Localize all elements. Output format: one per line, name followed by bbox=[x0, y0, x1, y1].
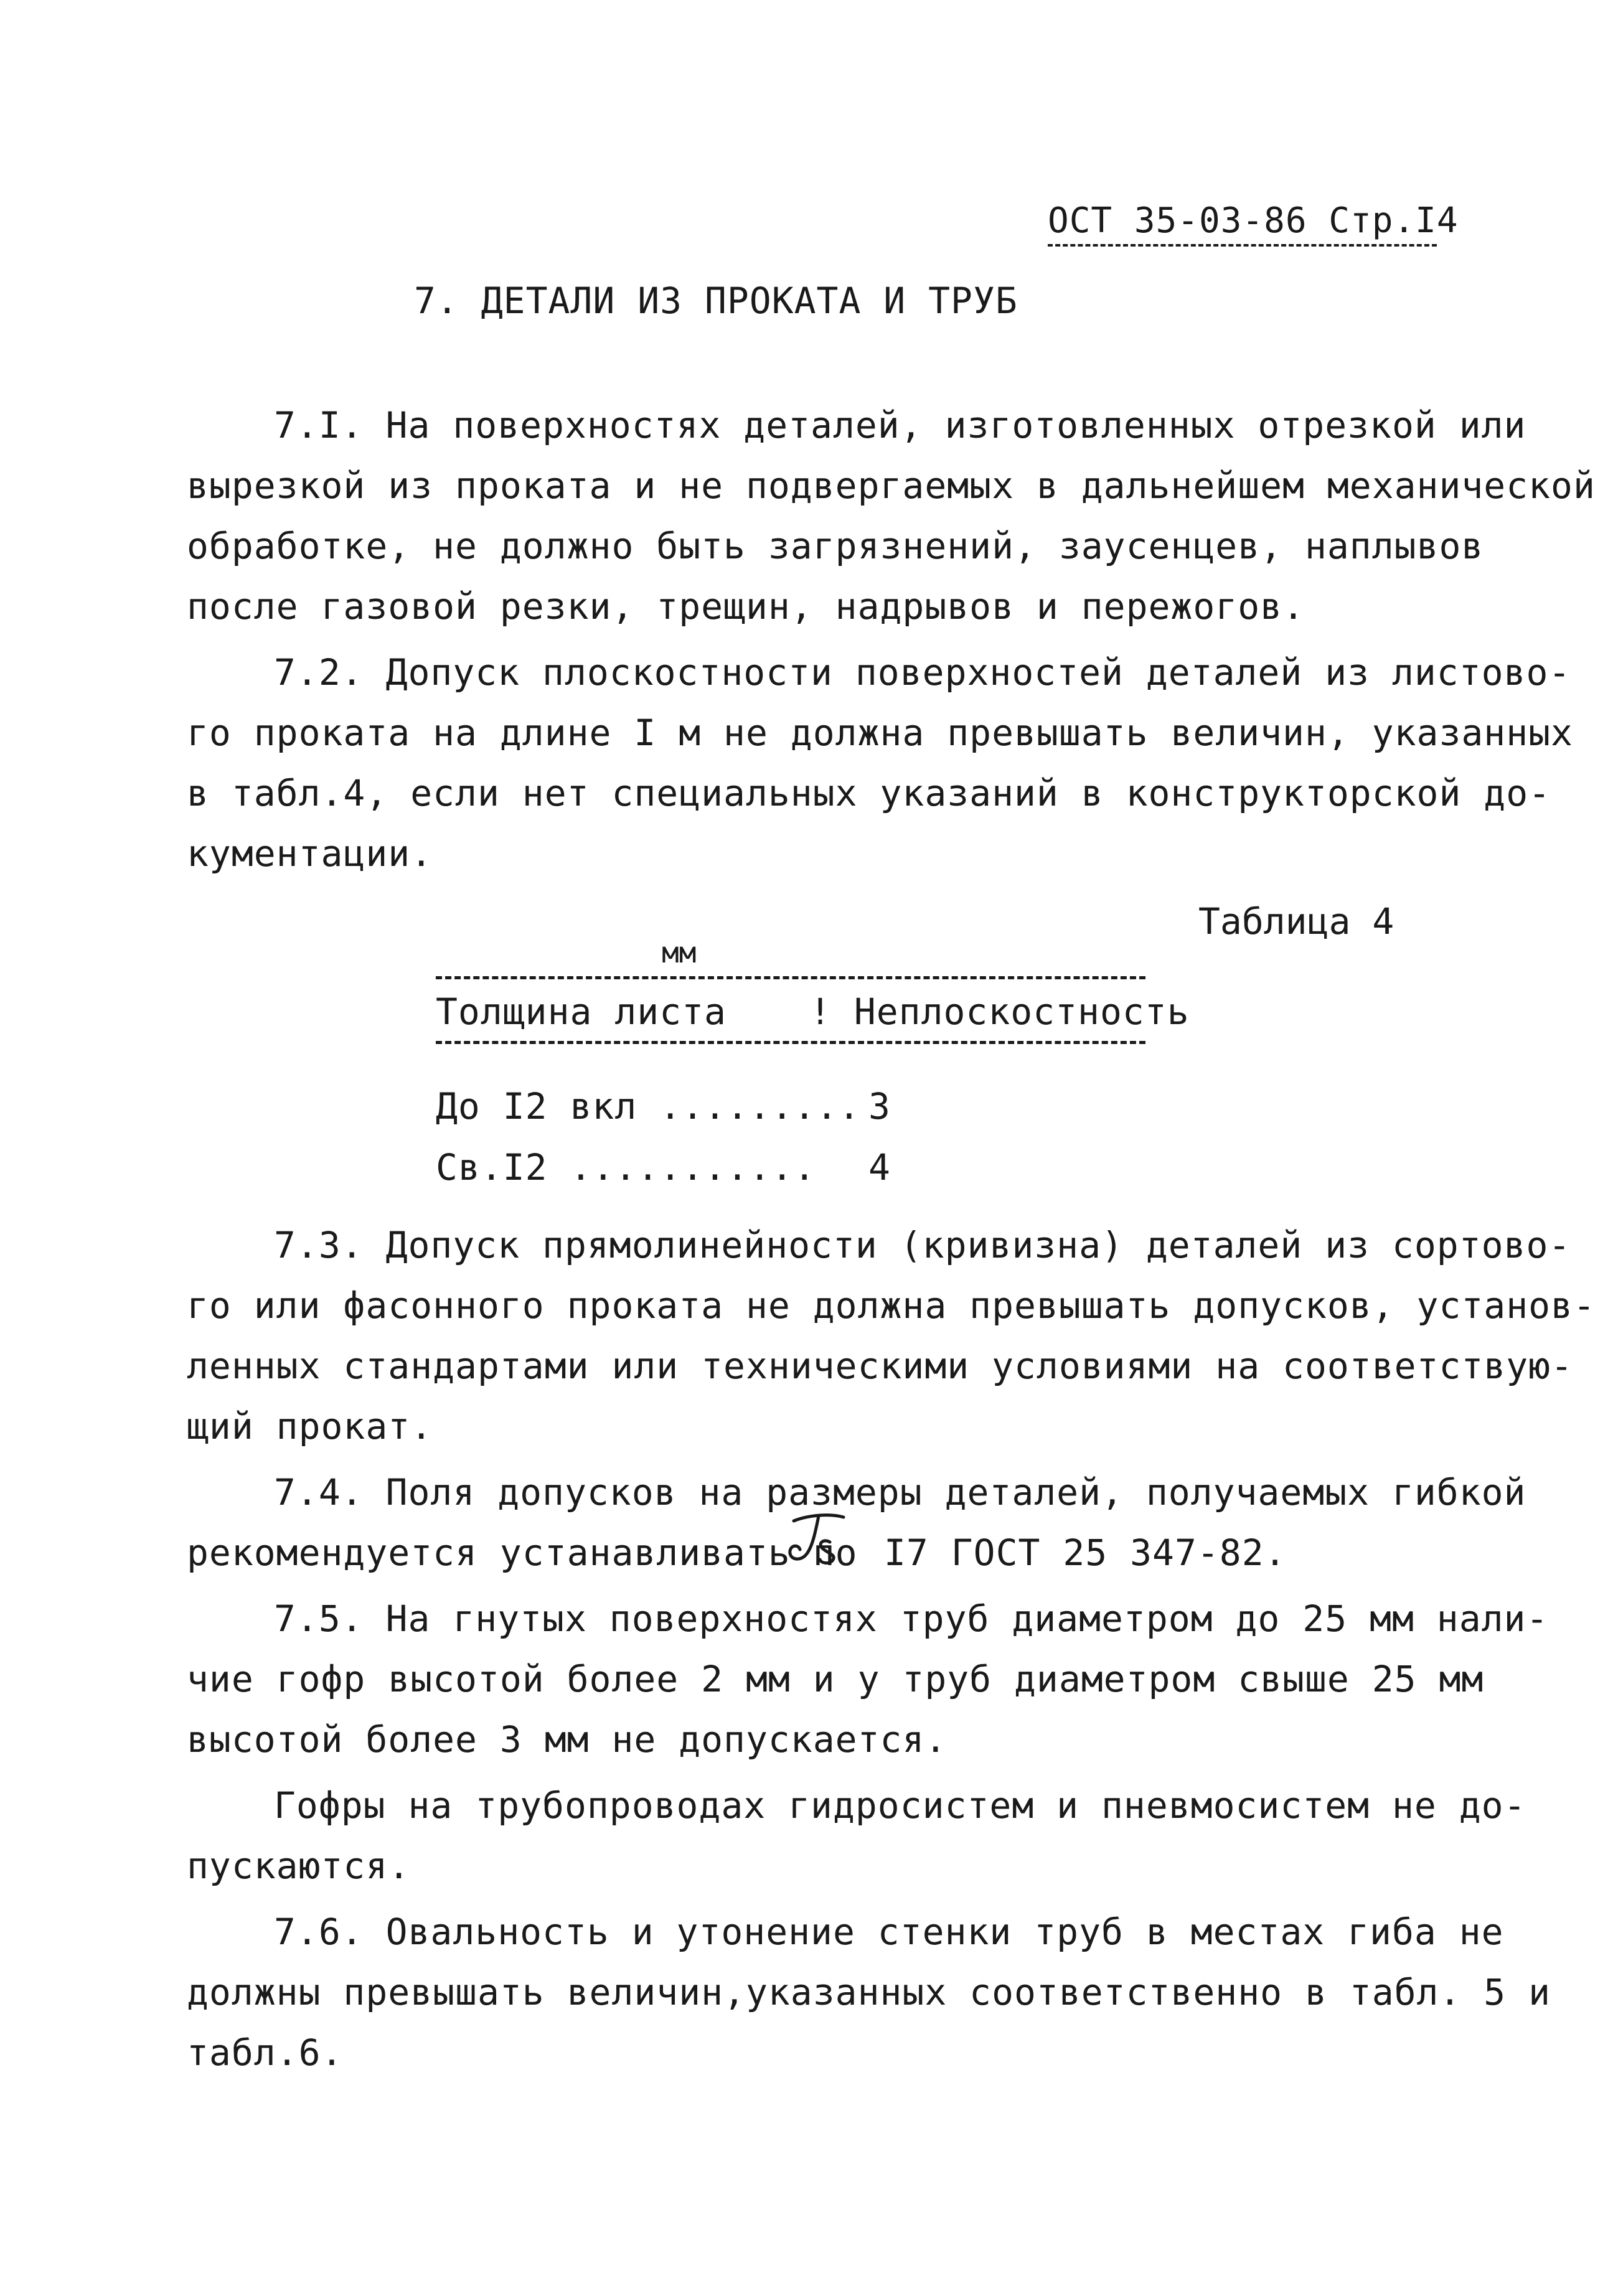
table-header-flatness: ! Неплоскостность bbox=[809, 990, 1190, 1033]
paragraph-7-2-line-4: кументации. bbox=[187, 832, 433, 875]
paragraph-7-5-line-3: высотой более 3 мм не допускается. bbox=[187, 1718, 948, 1761]
table-row-1-thickness: До I2 вкл ......... bbox=[436, 1085, 861, 1127]
tolerance-symbol-js bbox=[781, 1510, 850, 1566]
paragraph-7-1-line-1: 7.I. На поверхностях деталей, изготовленных отрезкой или bbox=[274, 404, 1526, 446]
paragraph-7-4-standard: I7 ГОСТ 25 347-82. bbox=[884, 1531, 1287, 1574]
paragraph-7-5b-line-1: Гофры на трубопроводах гидросистем и пневмосистем не до- bbox=[274, 1784, 1526, 1827]
table-header-thickness: Толщина листа bbox=[436, 990, 727, 1033]
paragraph-7-1-line-3: обработке, не должно быть загрязнений, заусенцев, наплывов bbox=[187, 525, 1484, 567]
paragraph-7-4-line-1: 7.4. Поля допусков на размеры деталей, получаемых гибкой bbox=[274, 1471, 1526, 1513]
paragraph-7-5-line-2: чие гофр высотой более 2 мм и у труб диаметром свыше 25 мм bbox=[187, 1658, 1484, 1700]
paragraph-7-5-line-1: 7.5. На гнутых поверхностях труб диаметром до 25 мм нали- bbox=[274, 1597, 1549, 1640]
table-row-2-thickness: Св.I2 ........... bbox=[436, 1146, 816, 1188]
table-row-2-value: 4 bbox=[868, 1146, 891, 1188]
paragraph-7-3-line-1: 7.3. Допуск прямолинейности (кривизна) деталей из сортово- bbox=[274, 1224, 1571, 1266]
paragraph-7-4-line-2: рекомендуется устанавливать по bbox=[187, 1531, 858, 1574]
paragraph-7-6-line-1: 7.6. Овальность и утонение стенки труб в местах гиба не bbox=[274, 1911, 1504, 1953]
paragraph-7-3-line-3: ленных стандартами или техническими условиями на соответствую- bbox=[187, 1345, 1573, 1387]
paragraph-7-6-line-3: табл.6. bbox=[187, 2031, 344, 2074]
paragraph-7-3-line-4: щий прокат. bbox=[187, 1405, 433, 1447]
paragraph-7-5b-line-2: пускаются. bbox=[187, 1845, 411, 1887]
paragraph-7-1-line-4: после газовой резки, трещин, надрывов и пережогов. bbox=[187, 585, 1305, 628]
paragraph-7-2-line-3: в табл.4, если нет специальных указаний в конструкторской до- bbox=[187, 772, 1551, 814]
table-row-1-value: 3 bbox=[868, 1085, 891, 1127]
paragraph-7-3-line-2: го или фасонного проката не должна превышать допусков, установ- bbox=[187, 1284, 1596, 1327]
header-underline bbox=[1048, 244, 1437, 247]
paragraph-7-1-line-2: вырезкой из проката и не подвергаемых в дальнейшем механической bbox=[187, 464, 1596, 507]
paragraph-7-2-line-1: 7.2. Допуск плоскостности поверхностей деталей из листово- bbox=[274, 651, 1571, 694]
paragraph-7-6-line-2: должны превышать величин,указанных соответственно в табл. 5 и bbox=[187, 1971, 1551, 2013]
table-top-rule bbox=[436, 976, 1145, 979]
document-code: ОСТ 35-03-86 Стр.I4 bbox=[1048, 200, 1459, 241]
table-units: мм bbox=[662, 936, 697, 969]
table-header-rule bbox=[436, 1041, 1145, 1044]
table-caption: Таблица 4 bbox=[1198, 900, 1394, 943]
section-title: 7. ДЕТАЛИ ИЗ ПРОКАТА И ТРУБ bbox=[414, 280, 1018, 322]
paragraph-7-2-line-2: го проката на длине I м не должна превышать величин, указанных bbox=[187, 712, 1573, 754]
